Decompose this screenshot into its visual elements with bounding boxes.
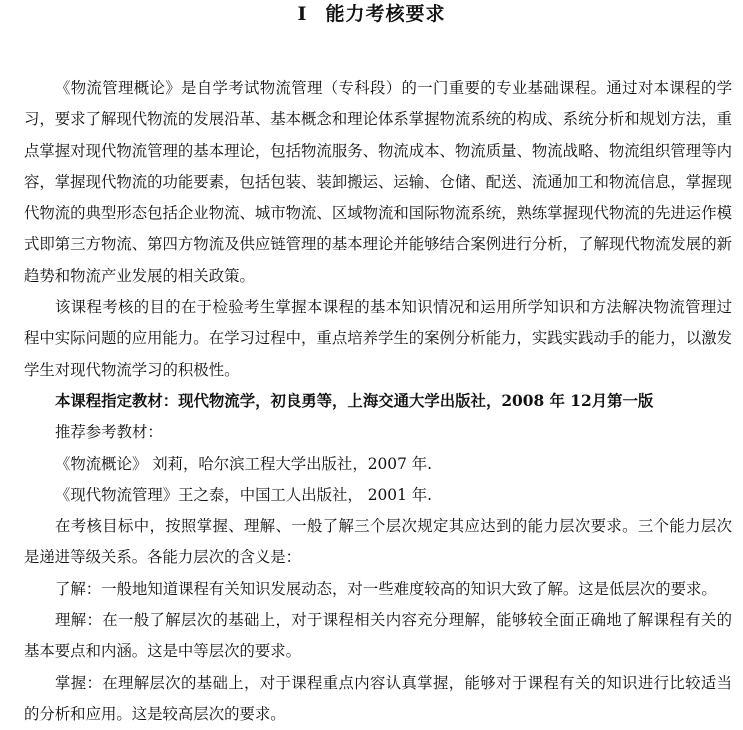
paragraph-reference-book-2: 《现代物流管理》王之泰，中国工人出版社， 2001 年. [55,485,433,504]
section-heading [0,0,743,28]
paragraph-exam-purpose: 该课程考核的目的在于检验考生掌握本课程的基本知识情况和运用所学知识和方法解决物流管理过程中实际问题的应用能力。在学习过程中，重点培养学生的案例分析能力，实践实践动手的能力，以激发学生对现代物流学习的积极性。 [24,298,732,379]
paragraph-level-comprehend: 理解：在一般了解层次的基础上，对于课程相关内容充分理解，能够较全面正确地了解课程有关的基本要点和内涵。这是中等层次的要求。 [24,611,732,661]
section-number: I [297,3,308,25]
document-body [24,73,732,730]
paragraph-designated-textbook: 本课程指定教材：现代物流学，初良勇等，上海交通大学出版社，2008 年 12月第一版 [55,391,654,410]
section-title: 能力考核要求 [325,3,446,25]
paragraph-reference-book-1: 《物流概论》 刘莉，哈尔滨工程大学出版社，2007 年. [55,454,433,473]
paragraph-course-overview: 《物流管理概论》是自学考试物流管理（专科段）的一门重要的专业基础课程。通过对本课程的学习，要求了解现代物流的发展沿革、基本概念和理论体系掌握物流系统的构成、系统分析和规划方法，重点掌握对现代物流管理的基本理论，包括物流服务、物流成本、物流质量、物流战略、物流组织管理等内容，掌握现代物流的功能要素，包括包装、装卸搬运、运输、仓储、配送、流通加工和物流信息，掌握现代物流的典型形态包括企业物流、城市物流、区域物流和国际物流系统，熟练掌握现代物流的先进运作模式即第三方物流、第四方物流及供应链管理的基本理论并能够结合案例进行分析，了解现代物流发展的新趋势和物流产业发展的相关政策。 [24,79,732,285]
paragraph-recommended-heading: 推荐参考教材： [55,423,163,442]
paragraph-level-master: 掌握：在理解层次的基础上，对于课程重点内容认真掌握，能够对于课程有关的知识进行比较适当的分析和应用。这是较高层次的要求。 [24,673,732,723]
paragraph-ability-levels: 在考核目标中，按照掌握、理解、一般了解三个层次规定其应达到的能力层次要求。三个能力层次是递进等级关系。各能力层次的含义是： [24,517,732,567]
paragraph-level-understand-basic: 了解：一般地知道课程有关知识发展动态，对一些难度较高的知识大致了解。这是低层次的要求。 [55,579,717,598]
